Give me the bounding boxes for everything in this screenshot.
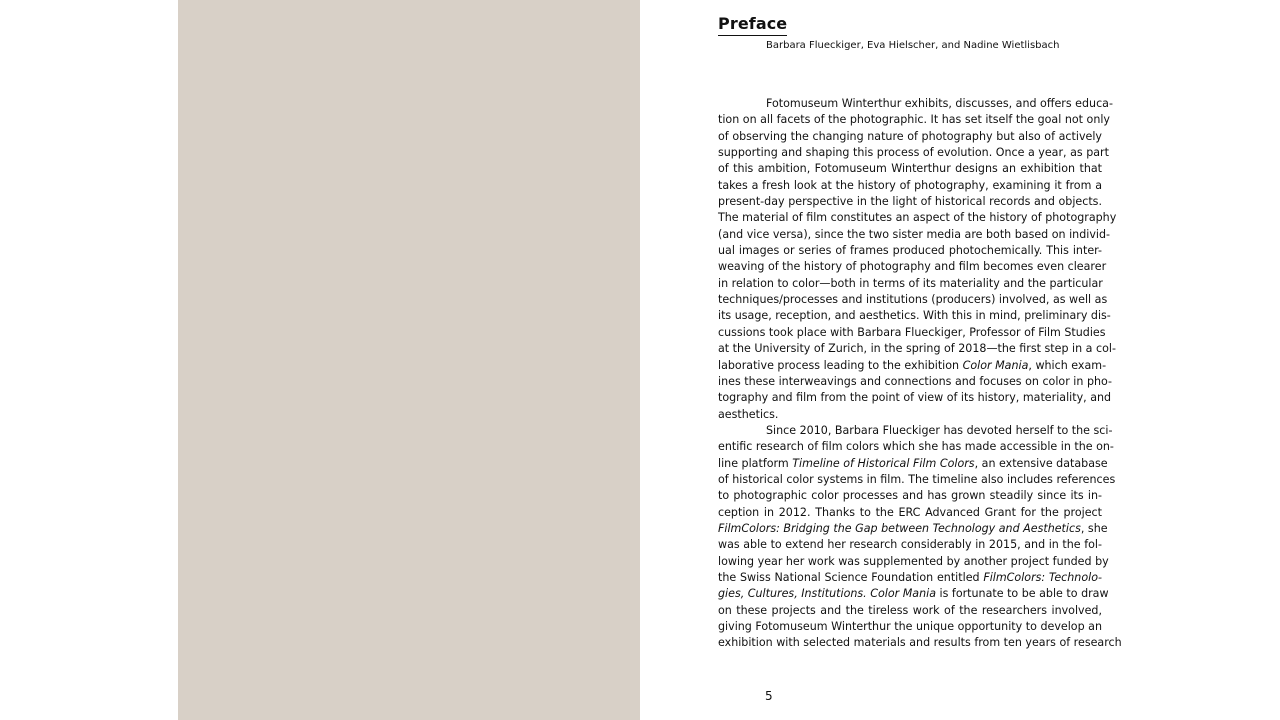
text-line: Since 2010, Barbara Flueckiger has devoted herself to the sci- [766, 423, 1113, 437]
text-line: Fotomuseum Winterthur exhibits, discusses, and offers educa- [766, 97, 1113, 110]
text-line: takes a fresh look at the history of photography, examining it from a [718, 178, 1102, 192]
chapter-authors: Barbara Flueckiger, Eva Hielscher, and Nadine Wietlisbach [766, 40, 1060, 51]
italic-title: gies, Cultures, Institutions. Color Mania [718, 587, 936, 601]
text-line: lowing year her work was supplemented by another project funded by [718, 554, 1109, 568]
text-line: gies, Cultures, Institutions. Color Mania is fortunate to be able to draw [718, 587, 1109, 601]
text-line: tography and film from the point of view of its history, materiality, and [718, 391, 1112, 405]
text-line: FilmColors: Bridging the Gap between Technology and Aesthetics, she [718, 521, 1108, 535]
text-line: entific research of film colors which she has made accessible in the on- [718, 440, 1114, 454]
italic-title: Color Mania [962, 358, 1029, 372]
body-text [718, 96, 1122, 652]
text-line: of observing the changing nature of photography but also of actively [718, 129, 1102, 143]
italic-title: FilmColors: Technolo- [983, 570, 1102, 584]
text-line: its usage, reception, and aesthetics. With this in mind, preliminary dis- [718, 309, 1111, 323]
text-line: ines these interweavings and connections and focuses on color in pho- [718, 374, 1113, 388]
text-line: weaving of the history of photography and film becomes even clearer [718, 260, 1107, 274]
text-line: at the University of Zurich, in the spring of 2018—the first step in a col- [718, 342, 1116, 356]
text-line: on these projects and the tireless work of the researchers involved, [718, 603, 1102, 617]
text-line: laborative process leading to the exhibition Color Mania, which exam- [718, 358, 1107, 372]
text-line: cussions took place with Barbara Flueckiger, Professor of Film Studies [718, 325, 1106, 339]
text-line: (and vice versa), since the two sister media are both based on individ- [718, 227, 1111, 241]
text-line: techniques/processes and institutions (producers) involved, as well as [718, 293, 1108, 307]
text-line: of this ambition, Fotomuseum Winterthur designs an exhibition that [718, 162, 1102, 176]
text-line: to photographic color processes and has grown steadily since its in- [718, 489, 1102, 503]
text-line: tion on all facets of the photographic. It has set itself the goal not only [718, 113, 1110, 127]
text-line: The material of film constitutes an aspect of the history of photography [718, 211, 1117, 225]
text-line: supporting and shaping this process of evolution. Once a year, as part [718, 146, 1109, 160]
text-line: ual images or series of frames produced photochemically. This inter- [718, 244, 1102, 258]
text-line: present-day perspective in the light of historical records and objects. [718, 195, 1102, 209]
text-line: in relation to color—both in terms of its materiality and the particular [718, 276, 1103, 290]
italic-title: Timeline of Historical Film Colors [792, 456, 975, 470]
chapter-title: Preface [718, 14, 787, 36]
left-page-color-panel [178, 0, 640, 720]
right-page [640, 0, 1280, 720]
text-line: exhibition with selected materials and results from ten years of research [718, 636, 1122, 650]
paragraph [718, 96, 1117, 423]
text-line: line platform Timeline of Historical Film Colors, an extensive database [718, 456, 1108, 470]
page-number: 5 [765, 689, 773, 703]
text-line: giving Fotomuseum Winterthur the unique opportunity to develop an [718, 620, 1102, 633]
text-line: the Swiss National Science Foundation entitled FilmColors: Technolo- [718, 570, 1102, 584]
text-line: of historical color systems in film. The timeline also includes references [718, 472, 1116, 486]
text-line: was able to extend her research considerably in 2015, and in the fol- [718, 538, 1102, 552]
paragraph [718, 423, 1122, 652]
italic-title: FilmColors: Bridging the Gap between Technology and Aesthetics [718, 521, 1081, 535]
text-line: aesthetics. [718, 407, 779, 421]
text-line: ception in 2012. Thanks to the ERC Advanced Grant for the project [718, 505, 1102, 519]
